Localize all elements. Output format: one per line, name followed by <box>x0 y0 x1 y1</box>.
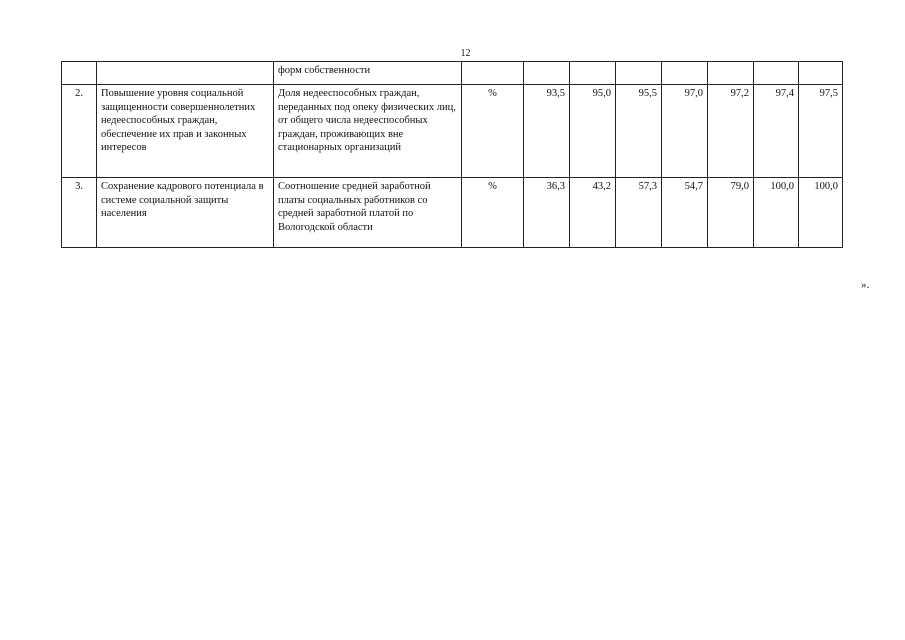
table-row-continuation <box>62 62 843 85</box>
cell-unit <box>462 62 524 85</box>
cell-value: 79,0 <box>708 178 754 248</box>
cell-value: 95,5 <box>616 85 662 178</box>
cell-value <box>616 62 662 85</box>
cell-value: 36,3 <box>524 178 570 248</box>
table-row <box>62 178 843 248</box>
closing-quote: ». <box>861 279 870 291</box>
cell-indicator: форм собственности <box>274 62 462 85</box>
cell-indicator: Соотношение средней заработной платы социальных работников со средней заработной платой по Вологодской области <box>274 178 462 248</box>
cell-value: 93,5 <box>524 85 570 178</box>
cell-value: 54,7 <box>662 178 708 248</box>
cell-value: 97,0 <box>662 85 708 178</box>
cell-num: 3. <box>62 178 97 248</box>
cell-value: 100,0 <box>754 178 799 248</box>
cell-indicator: Доля недееспособных граждан, переданных под опеку физических лиц, от общего числа недееспособных граждан, проживающих вне стационарных организаций <box>274 85 462 178</box>
cell-value: 97,2 <box>708 85 754 178</box>
cell-task: Повышение уровня социальной защищенности совершеннолетних недееспособных граждан, обеспечение их прав и законных интересов <box>97 85 274 178</box>
cell-value: 43,2 <box>570 178 616 248</box>
cell-value <box>524 62 570 85</box>
cell-unit: % <box>462 85 524 178</box>
cell-value: 57,3 <box>616 178 662 248</box>
cell-value: 95,0 <box>570 85 616 178</box>
indicators-table <box>61 61 843 248</box>
cell-value <box>708 62 754 85</box>
cell-value: 97,5 <box>799 85 843 178</box>
table-row <box>62 85 843 178</box>
cell-value <box>799 62 843 85</box>
cell-unit: % <box>462 178 524 248</box>
page-number: 12 <box>460 48 471 59</box>
cell-value: 100,0 <box>799 178 843 248</box>
cell-task: Сохранение кадрового потенциала в системе социальной защиты населения <box>97 178 274 248</box>
cell-value <box>662 62 708 85</box>
cell-value <box>570 62 616 85</box>
cell-num <box>62 62 97 85</box>
cell-task <box>97 62 274 85</box>
cell-value <box>754 62 799 85</box>
cell-num: 2. <box>62 85 97 178</box>
cell-value: 97,4 <box>754 85 799 178</box>
